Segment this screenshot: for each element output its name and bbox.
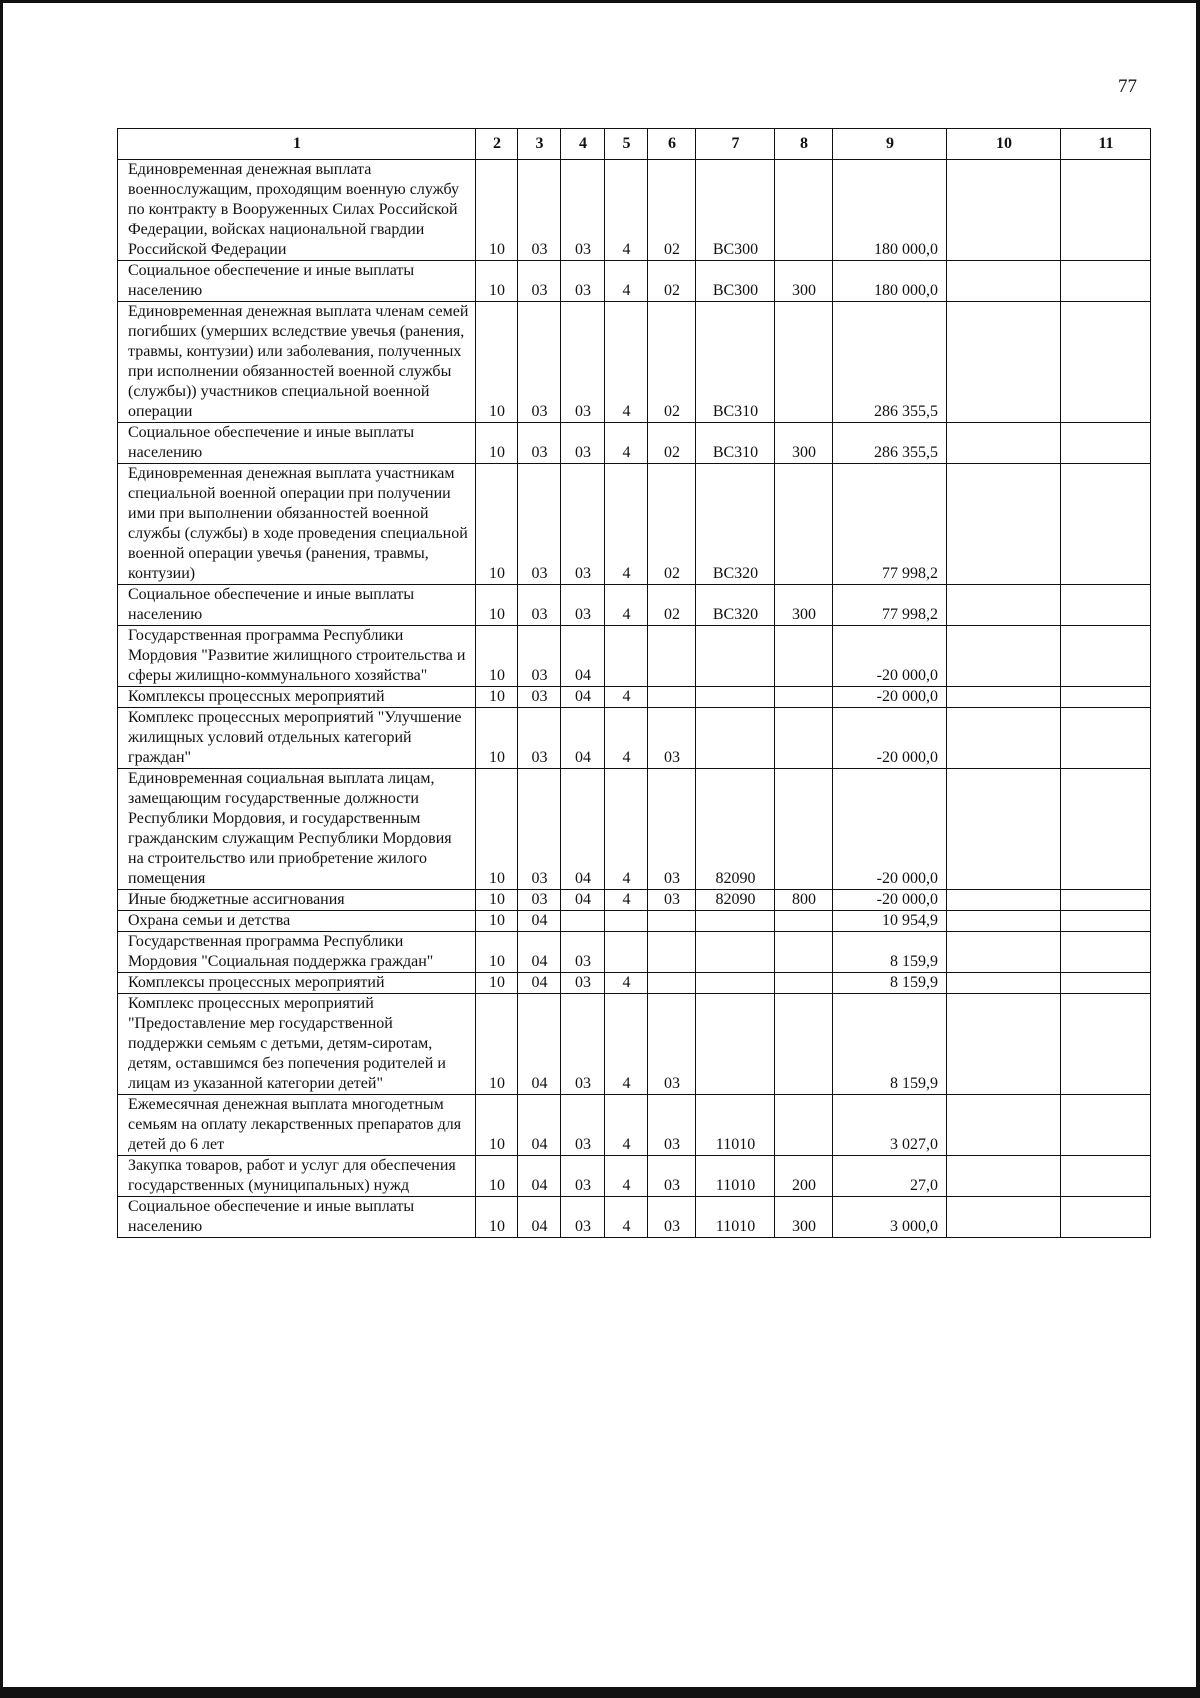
row-name: Социальное обеспечение и иные выплаты населению <box>118 585 476 626</box>
column-10-value <box>947 1197 1061 1238</box>
program-code: 04 <box>561 626 605 687</box>
section-code: 10 <box>476 1156 518 1197</box>
activity-code: 03 <box>648 1197 696 1238</box>
table-row <box>118 769 1151 890</box>
section-code: 10 <box>476 687 518 708</box>
expense-type-code <box>775 994 833 1095</box>
subsection-code: 03 <box>518 769 561 890</box>
row-name: Комплекс процессных мероприятий "Улучшение жилищных условий отдельных категорий граждан" <box>118 708 476 769</box>
program-code: 03 <box>561 261 605 302</box>
column-11-value <box>1061 1197 1151 1238</box>
activity-code <box>648 687 696 708</box>
subsection-code: 03 <box>518 708 561 769</box>
subsection-code: 03 <box>518 890 561 911</box>
expense-type-code: 300 <box>775 423 833 464</box>
column-header: 7 <box>696 129 775 160</box>
row-name: Социальное обеспечение и иные выплаты населению <box>118 423 476 464</box>
row-name: Единовременная денежная выплата членам семей погибших (умерших вследствие увечья (ранения, травмы, контузии) или заболевания, полученных при исполнении обязанностей военной службы (службы)) участников специальной военной операции <box>118 302 476 423</box>
program-code: 03 <box>561 423 605 464</box>
section-code: 10 <box>476 890 518 911</box>
expense-type-code <box>775 911 833 932</box>
subsection-code: 03 <box>518 423 561 464</box>
amount: -20 000,0 <box>833 687 947 708</box>
section-code: 10 <box>476 302 518 423</box>
column-header: 4 <box>561 129 605 160</box>
amount: -20 000,0 <box>833 708 947 769</box>
column-10-value <box>947 160 1061 261</box>
expense-type-code: 300 <box>775 585 833 626</box>
subprogram-code: 4 <box>605 585 648 626</box>
column-10-value <box>947 464 1061 585</box>
table-row <box>118 1197 1151 1238</box>
subsection-code: 03 <box>518 464 561 585</box>
row-name: Единовременная денежная выплата участникам специальной военной операции при получении ими при выполнении обязанностей военной службы (службы) в ходе проведения специальной военной операции увечья (ранения, травмы, контузии) <box>118 464 476 585</box>
column-10-value <box>947 626 1061 687</box>
direction-code <box>696 973 775 994</box>
column-11-value <box>1061 687 1151 708</box>
section-code: 10 <box>476 261 518 302</box>
expense-type-code <box>775 708 833 769</box>
direction-code: ВС320 <box>696 585 775 626</box>
subsection-code: 03 <box>518 302 561 423</box>
row-name: Охрана семьи и детства <box>118 911 476 932</box>
column-10-value <box>947 769 1061 890</box>
direction-code: ВС310 <box>696 423 775 464</box>
column-10-value <box>947 687 1061 708</box>
direction-code <box>696 708 775 769</box>
amount: 8 159,9 <box>833 994 947 1095</box>
expense-type-code: 800 <box>775 890 833 911</box>
scan-border-top <box>0 0 1200 3</box>
column-10-value <box>947 973 1061 994</box>
activity-code: 03 <box>648 769 696 890</box>
row-name: Закупка товаров, работ и услуг для обеспечения государственных (муниципальных) нужд <box>118 1156 476 1197</box>
column-header: 6 <box>648 129 696 160</box>
subprogram-code: 4 <box>605 1197 648 1238</box>
amount: 3 000,0 <box>833 1197 947 1238</box>
column-10-value <box>947 932 1061 973</box>
subsection-code: 03 <box>518 261 561 302</box>
expense-type-code <box>775 160 833 261</box>
program-code: 03 <box>561 994 605 1095</box>
row-name: Социальное обеспечение и иные выплаты населению <box>118 261 476 302</box>
amount: 180 000,0 <box>833 160 947 261</box>
program-code: 04 <box>561 769 605 890</box>
subprogram-code: 4 <box>605 994 648 1095</box>
expense-type-code <box>775 464 833 585</box>
amount: 286 355,5 <box>833 302 947 423</box>
subsection-code: 04 <box>518 973 561 994</box>
amount: -20 000,0 <box>833 626 947 687</box>
section-code: 10 <box>476 626 518 687</box>
expense-type-code <box>775 302 833 423</box>
row-name: Комплекс процессных мероприятий "Предоставление мер государственной поддержки семьям с детьми, детям-сиротам, детям, оставшимся без попечения родителей и лицам из указанной категории детей" <box>118 994 476 1095</box>
activity-code <box>648 911 696 932</box>
activity-code: 02 <box>648 261 696 302</box>
section-code: 10 <box>476 973 518 994</box>
column-11-value <box>1061 994 1151 1095</box>
column-header: 11 <box>1061 129 1151 160</box>
table-row <box>118 423 1151 464</box>
subsection-code: 04 <box>518 911 561 932</box>
activity-code: 02 <box>648 464 696 585</box>
subprogram-code: 4 <box>605 890 648 911</box>
subsection-code: 03 <box>518 687 561 708</box>
column-11-value <box>1061 626 1151 687</box>
section-code: 10 <box>476 1095 518 1156</box>
program-code: 03 <box>561 1197 605 1238</box>
budget-table <box>117 128 1151 1238</box>
row-name: Социальное обеспечение и иные выплаты населению <box>118 1197 476 1238</box>
program-code: 03 <box>561 973 605 994</box>
amount: 77 998,2 <box>833 464 947 585</box>
subprogram-code <box>605 932 648 973</box>
row-name: Иные бюджетные ассигнования <box>118 890 476 911</box>
expense-type-code <box>775 973 833 994</box>
section-code: 10 <box>476 464 518 585</box>
column-11-value <box>1061 708 1151 769</box>
column-11-value <box>1061 261 1151 302</box>
program-code: 03 <box>561 464 605 585</box>
table-row <box>118 626 1151 687</box>
direction-code: 11010 <box>696 1156 775 1197</box>
expense-type-code <box>775 626 833 687</box>
direction-code <box>696 626 775 687</box>
activity-code: 02 <box>648 423 696 464</box>
section-code: 10 <box>476 769 518 890</box>
table-row <box>118 973 1151 994</box>
column-10-value <box>947 261 1061 302</box>
column-header: 3 <box>518 129 561 160</box>
activity-code: 02 <box>648 160 696 261</box>
table-row <box>118 464 1151 585</box>
column-11-value <box>1061 911 1151 932</box>
column-11-value <box>1061 302 1151 423</box>
subsection-code: 04 <box>518 932 561 973</box>
activity-code <box>648 973 696 994</box>
table-row <box>118 890 1151 911</box>
table-row <box>118 160 1151 261</box>
column-11-value <box>1061 1095 1151 1156</box>
table-row <box>118 302 1151 423</box>
section-code: 10 <box>476 708 518 769</box>
row-name: Единовременная социальная выплата лицам, замещающим государственные должности Республики Мордовия, и государственным гражданским служащим Республики Мордовия на строительство или приобретение жилого помещения <box>118 769 476 890</box>
amount: 8 159,9 <box>833 932 947 973</box>
subsection-code: 03 <box>518 626 561 687</box>
table-row <box>118 994 1151 1095</box>
table-row <box>118 687 1151 708</box>
expense-type-code <box>775 687 833 708</box>
row-name: Комплексы процессных мероприятий <box>118 687 476 708</box>
row-name: Комплексы процессных мероприятий <box>118 973 476 994</box>
subprogram-code: 4 <box>605 973 648 994</box>
subsection-code: 04 <box>518 1156 561 1197</box>
column-header: 9 <box>833 129 947 160</box>
section-code: 10 <box>476 994 518 1095</box>
amount: 77 998,2 <box>833 585 947 626</box>
program-code: 04 <box>561 890 605 911</box>
subprogram-code: 4 <box>605 1156 648 1197</box>
column-header: 1 <box>118 129 476 160</box>
column-10-value <box>947 423 1061 464</box>
program-code: 04 <box>561 687 605 708</box>
activity-code <box>648 932 696 973</box>
column-11-value <box>1061 932 1151 973</box>
subprogram-code <box>605 911 648 932</box>
subprogram-code: 4 <box>605 160 648 261</box>
expense-type-code <box>775 769 833 890</box>
scan-border-bottom <box>0 1687 1200 1698</box>
direction-code <box>696 994 775 1095</box>
subsection-code: 04 <box>518 1095 561 1156</box>
subprogram-code: 4 <box>605 769 648 890</box>
table-body <box>118 160 1151 1238</box>
column-header: 10 <box>947 129 1061 160</box>
subprogram-code: 4 <box>605 1095 648 1156</box>
activity-code: 03 <box>648 1095 696 1156</box>
section-code: 10 <box>476 585 518 626</box>
column-11-value <box>1061 160 1151 261</box>
column-11-value <box>1061 464 1151 585</box>
direction-code: 11010 <box>696 1095 775 1156</box>
direction-code: 82090 <box>696 890 775 911</box>
expense-type-code <box>775 1095 833 1156</box>
subsection-code: 03 <box>518 160 561 261</box>
column-11-value <box>1061 769 1151 890</box>
expense-type-code: 200 <box>775 1156 833 1197</box>
column-10-value <box>947 1156 1061 1197</box>
scan-border-right <box>1196 0 1200 1698</box>
column-10-value <box>947 302 1061 423</box>
column-10-value <box>947 585 1061 626</box>
subprogram-code: 4 <box>605 261 648 302</box>
amount: 27,0 <box>833 1156 947 1197</box>
direction-code <box>696 932 775 973</box>
direction-code <box>696 687 775 708</box>
table-row <box>118 261 1151 302</box>
section-code: 10 <box>476 911 518 932</box>
program-code: 03 <box>561 1095 605 1156</box>
table-row <box>118 585 1151 626</box>
direction-code: 82090 <box>696 769 775 890</box>
activity-code: 03 <box>648 1156 696 1197</box>
activity-code: 03 <box>648 708 696 769</box>
direction-code: ВС300 <box>696 261 775 302</box>
column-11-value <box>1061 1156 1151 1197</box>
direction-code: ВС320 <box>696 464 775 585</box>
program-code: 03 <box>561 932 605 973</box>
column-header: 2 <box>476 129 518 160</box>
amount: 180 000,0 <box>833 261 947 302</box>
direction-code: 11010 <box>696 1197 775 1238</box>
table-row <box>118 708 1151 769</box>
column-11-value <box>1061 585 1151 626</box>
subprogram-code: 4 <box>605 687 648 708</box>
column-10-value <box>947 911 1061 932</box>
program-code: 03 <box>561 160 605 261</box>
table-row <box>118 932 1151 973</box>
column-10-value <box>947 708 1061 769</box>
program-code: 04 <box>561 708 605 769</box>
table-row <box>118 1095 1151 1156</box>
table-row <box>118 1156 1151 1197</box>
activity-code: 02 <box>648 585 696 626</box>
expense-type-code: 300 <box>775 261 833 302</box>
direction-code <box>696 911 775 932</box>
column-11-value <box>1061 423 1151 464</box>
column-10-value <box>947 1095 1061 1156</box>
amount: 8 159,9 <box>833 973 947 994</box>
subsection-code: 03 <box>518 585 561 626</box>
subprogram-code: 4 <box>605 708 648 769</box>
subprogram-code: 4 <box>605 302 648 423</box>
program-code: 03 <box>561 302 605 423</box>
scan-border-left <box>0 0 3 1698</box>
column-11-value <box>1061 890 1151 911</box>
row-name: Единовременная денежная выплата военнослужащим, проходящим военную службу по контракту в Вооруженных Силах Российской Федерации, войсках национальной гвардии Российской Федерации <box>118 160 476 261</box>
amount: -20 000,0 <box>833 769 947 890</box>
section-code: 10 <box>476 1197 518 1238</box>
page-number: 77 <box>1118 76 1137 97</box>
subprogram-code: 4 <box>605 423 648 464</box>
amount: 286 355,5 <box>833 423 947 464</box>
column-10-value <box>947 994 1061 1095</box>
activity-code: 02 <box>648 302 696 423</box>
section-code: 10 <box>476 423 518 464</box>
table-row <box>118 911 1151 932</box>
section-code: 10 <box>476 932 518 973</box>
program-code: 03 <box>561 1156 605 1197</box>
program-code <box>561 911 605 932</box>
header-row <box>118 129 1151 160</box>
amount: -20 000,0 <box>833 890 947 911</box>
amount: 10 954,9 <box>833 911 947 932</box>
amount: 3 027,0 <box>833 1095 947 1156</box>
direction-code: ВС300 <box>696 160 775 261</box>
subprogram-code <box>605 626 648 687</box>
activity-code <box>648 626 696 687</box>
row-name: Ежемесячная денежная выплата многодетным семьям на оплату лекарственных препаратов для детей до 6 лет <box>118 1095 476 1156</box>
expense-type-code <box>775 932 833 973</box>
row-name: Государственная программа Республики Мордовия "Развитие жилищного строительства и сферы жилищно-коммунального хозяйства" <box>118 626 476 687</box>
subprogram-code: 4 <box>605 464 648 585</box>
direction-code: ВС310 <box>696 302 775 423</box>
column-header: 5 <box>605 129 648 160</box>
subsection-code: 04 <box>518 994 561 1095</box>
row-name: Государственная программа Республики Мордовия "Социальная поддержка граждан" <box>118 932 476 973</box>
section-code: 10 <box>476 160 518 261</box>
column-header: 8 <box>775 129 833 160</box>
activity-code: 03 <box>648 994 696 1095</box>
column-11-value <box>1061 973 1151 994</box>
subsection-code: 04 <box>518 1197 561 1238</box>
program-code: 03 <box>561 585 605 626</box>
column-10-value <box>947 890 1061 911</box>
expense-type-code: 300 <box>775 1197 833 1238</box>
activity-code: 03 <box>648 890 696 911</box>
